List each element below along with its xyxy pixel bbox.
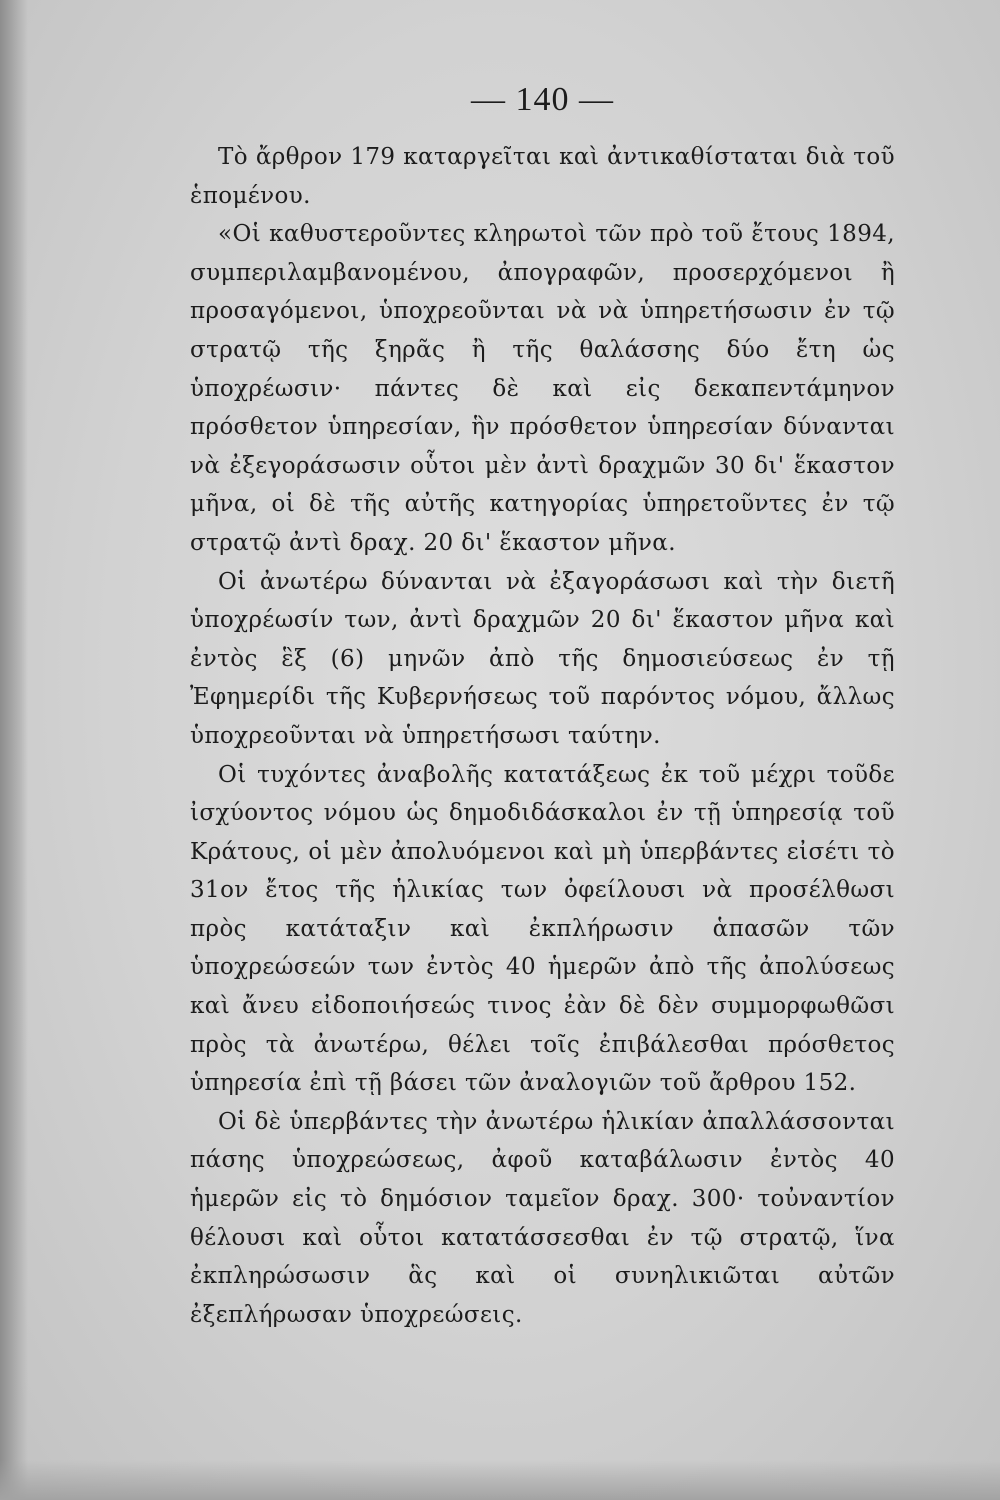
document-page	[190, 80, 895, 1334]
binding-edge-shadow	[0, 0, 28, 1500]
paragraph-teachers-deferment: Οἱ τυχόντες ἀναβολῆς κατατάξεως ἐκ τοῦ μέχρι τοῦδε ἰσχύοντος νόμου ὡς δημοδιδάσκαλοι ἐν τῇ ὑπηρεσίᾳ τοῦ Κράτους, οἱ μὲν ἀπολυόμενοι καὶ μὴ ὑπερβάντες εἰσέτι τὸ 31ον ἔτος τῆς ἡλικίας των ὀφείλουσι νὰ προσέλθωσι πρὸς κατάταξιν καὶ ἐκπλήρωσιν ἁπασῶν τῶν ὑποχρεώσεών των ἐντὸς 40 ἡμερῶν ἀπὸ τῆς ἀπολύσεως καὶ ἄνευ εἰδοποιήσεώς τινος ἐὰν δὲ δὲν συμμορφωθῶσι πρὸς τὰ ἀνωτέρω, θέλει τοῖς ἐπιβάλεσθαι πρόσθετος ὑπηρεσία ἐπὶ τῇ βάσει τῶν ἀναλογιῶν τοῦ ἄρθρου 152.	[190, 761, 895, 1097]
paragraph-article-179: Τὸ ἄρθρον 179 καταργεῖται καὶ ἀντικαθίσταται διὰ τοῦ ἑπομένου.	[190, 144, 895, 209]
page-number: — 140 —	[471, 81, 614, 118]
bottom-edge-shadow	[0, 1460, 1000, 1500]
paragraph-over-age-exemption: Οἱ δὲ ὑπερβάντες τὴν ἀνωτέρω ἡλικίαν ἀπαλλάσσονται πάσης ὑποχρεώσεως, ἀφοῦ καταβάλωσιν ἐντὸς 40 ἡμερῶν εἰς τὸ δημόσιον ταμεῖον δραχ. 300· τοὐναντίον θέλουσι καὶ οὗτοι κατατάσσεσθαι ἐν τῷ στρατῷ, ἵνα ἐκπληρώσωσιν ἃς καὶ οἱ συνηλικιῶται αὐτῶν ἐξεπλήρωσαν ὑποχρεώσεις.	[190, 1108, 895, 1328]
paragraph-late-conscripts: «Οἱ καθυστεροῦντες κληρωτοὶ τῶν πρὸ τοῦ ἔτους 1894, συμπεριλαμβανομένου, ἀπογραφῶν, προσερχόμενοι ἢ προσαγόμενοι, ὑποχρεοῦνται νὰ νὰ ὑπηρετήσωσιν ἐν τῷ στρατῷ τῆς ξηρᾶς ἢ τῆς θαλάσσης δύο ἔτη ὡς ὑποχρέωσιν· πάντες δὲ καὶ εἰς δεκαπεντάμηνον πρόσθετον ὑπηρεσίαν, ἣν πρόσθετον ὑπηρεσίαν δύνανται νὰ ἐξεγοράσωσιν οὗτοι μὲν ἀντὶ δραχμῶν 30 δι' ἕκαστον μῆνα, οἱ δὲ τῆς αὐτῆς κατηγορίας ὑπηρετοῦντες ἐν τῷ στρατῷ ἀντὶ δραχ. 20 δι' ἕκαστον μῆνα.	[190, 221, 895, 556]
paragraph-buyout-obligation: Οἱ ἀνωτέρω δύνανται νὰ ἐξαγοράσωσι καὶ τὴν διετῆ ὑποχρέωσίν των, ἀντὶ δραχμῶν 20 δι' ἕκαστον μῆνα καὶ ἐντὸς ἓξ (6) μηνῶν ἀπὸ τῆς δημοσιεύσεως ἐν τῇ Ἐφημερίδι τῆς Κυβερνήσεως τοῦ παρόντος νόμου, ἄλλως ὑποχρεοῦνται νὰ ὑπηρετήσωσι ταύτην.	[190, 568, 895, 749]
